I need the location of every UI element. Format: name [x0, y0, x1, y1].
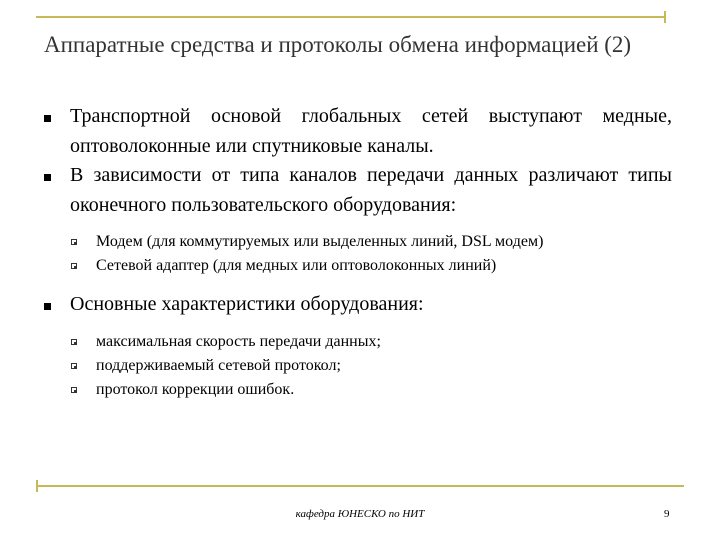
square-bullet-icon	[44, 174, 51, 181]
bullet-item	[44, 161, 672, 220]
hollow-square-bullet-icon	[71, 239, 77, 245]
sub-bullet-item	[44, 378, 672, 402]
hollow-square-bullet-icon	[71, 339, 77, 345]
bullet-text: Основные характеристики оборудования:	[70, 293, 424, 315]
sub-bullet-item	[44, 254, 672, 278]
bullet-text: В зависимости от типа каналов передачи данных различают типы оконечного пользовательского оборудования:	[70, 164, 672, 216]
sub-bullet-item	[44, 330, 672, 354]
hollow-square-bullet-icon	[71, 363, 77, 369]
bullet-list	[44, 102, 672, 414]
sub-bullet-list	[44, 230, 672, 278]
square-bullet-icon	[44, 303, 51, 310]
slide-title: Аппаратные средства и протоколы обмена информацией (2)	[44, 32, 632, 57]
sub-bullet-item	[44, 354, 672, 378]
bottom-divider	[36, 485, 684, 487]
sub-bullet-list	[44, 330, 672, 402]
sub-bullet-text: максимальная скорость передачи данных;	[96, 332, 381, 350]
top-divider	[36, 16, 664, 18]
sub-bullet-text: протокол коррекции ошибок.	[96, 380, 295, 398]
bottom-divider-tick	[36, 480, 38, 492]
sub-bullet-text: Модем (для коммутируемых или выделенных линий, DSL модем)	[96, 233, 544, 250]
bullet-text: Транспортной основой глобальных сетей выступают медные, оптоволоконные или спутниковые каналы.	[70, 105, 672, 157]
sub-bullet-text: поддерживаемый сетевой протокол;	[96, 356, 341, 374]
hollow-square-bullet-icon	[71, 387, 77, 393]
sub-bullet-item	[44, 230, 672, 254]
page-number: 9	[664, 508, 670, 520]
bullet-item	[44, 290, 672, 320]
bullet-item	[44, 102, 672, 161]
square-bullet-icon	[44, 115, 51, 122]
sub-bullet-text: Сетевой адаптер (для медных или оптоволоконных линий)	[96, 257, 497, 274]
top-divider-tick	[664, 11, 666, 23]
footer-text: кафедра ЮНЕСКО по НИТ	[295, 508, 425, 520]
hollow-square-bullet-icon	[71, 263, 77, 269]
